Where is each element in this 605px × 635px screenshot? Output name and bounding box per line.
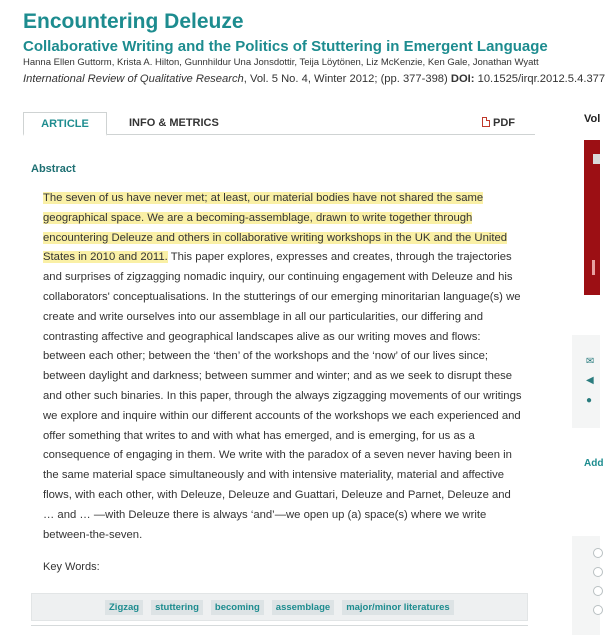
cover-mark <box>593 154 600 164</box>
keyword-list <box>105 600 454 615</box>
divider <box>31 625 528 626</box>
radio-option[interactable] <box>593 605 603 615</box>
radio-option[interactable] <box>593 567 603 577</box>
keywords-bar <box>31 593 528 621</box>
abstract-body-text: This paper explores, expresses and creates, through the trajectories and surprises of zigzagging nomadic inquiry, our continuing engagement with Deleuze and his collaborators' conceptualisations. In the stutterings of our emerging minoritarian language(s) we create and write ourselves into our assemblage in all our particularities, our differing and contrasting affective and geographical landscapes alive as our writing moves and flows: between each other; between the ‘then’ of the workshops and the ‘now’ of our lives since; between daylight and darkness; between summer and winter; and as we seek to disrupt these and other such binaries. In this paper, through the always zigzagging movements of our writings we explore and inquire within our different accounts of the workshops we each experienced and offer something that writes to and with what has emerged, and is emerging, for us as a consequence of engaging in them. We write with the paradox of a seven never having been in the same material space simultaneously and with intensive materiality, material and affective flows, with each other, with Deleuze, Deleuze and Guattari, Deleuze and Parnet, Deleuze and … and … —with Deleuze there is always ‘and’—we open up (a) space(s) where we write between-the-seven. <box>43 251 522 541</box>
author-list: Hanna Ellen Guttorm, Krista A. Hilton, Gunnhildur Una Jonsdottir, Teija Löytönen, Liz McKenzie, Ken Gale, Jonathan Wyatt <box>23 57 539 68</box>
abstract-text <box>43 189 523 545</box>
article-subtitle: Collaborative Writing and the Politics of Stuttering in Emergent Language <box>23 38 548 55</box>
megaphone-icon[interactable]: ◀ <box>586 375 594 386</box>
abstract-heading: Abstract <box>31 163 76 175</box>
envelope-icon[interactable]: ✉ <box>586 356 595 367</box>
journal-cover-thumbnail[interactable] <box>584 140 600 295</box>
article-title: Encountering Deleuze <box>23 10 244 33</box>
tab-info-metrics[interactable]: INFO & METRICS <box>129 117 219 129</box>
keyword-tag[interactable]: Zigzag <box>105 600 143 615</box>
keywords-label: Key Words: <box>43 561 100 573</box>
journal-name: International Review of Qualitative Research <box>23 73 244 85</box>
sidebar-add-link[interactable]: Add <box>584 458 604 469</box>
citation-line <box>23 73 605 85</box>
article-tabs <box>23 112 535 135</box>
sidebar-volume-heading: Vol <box>584 113 601 125</box>
pdf-file-icon <box>482 117 490 127</box>
cover-stripe <box>592 260 595 275</box>
keyword-tag[interactable]: stuttering <box>151 600 203 615</box>
volume-info: , Vol. 5 No. 4, Winter 2012; (pp. 377-398) <box>243 73 451 85</box>
keyword-tag[interactable]: becoming <box>211 600 264 615</box>
pdf-download-link[interactable] <box>482 112 515 135</box>
globe-icon[interactable]: ● <box>586 395 593 406</box>
doi-label: DOI: <box>450 73 475 85</box>
radio-option[interactable] <box>593 586 603 596</box>
doi-value[interactable]: 10.1525/irqr.2012.5.4.377 <box>474 73 605 85</box>
radio-option[interactable] <box>593 548 603 558</box>
abstract-highlighted-text: The seven of us have never met; at least, our material bodies have not shared the same geographical space. We are a becoming-assemblage, drawn to write together through encountering Deleuze and others in collaborative writing workshops in the UK and the United States in 2010 and 2011. <box>43 192 508 264</box>
tab-article[interactable]: ARTICLE <box>23 112 107 136</box>
keyword-tag[interactable]: assemblage <box>272 600 334 615</box>
keyword-tag[interactable]: major/minor literatures <box>342 600 453 615</box>
pdf-label: PDF <box>493 117 515 129</box>
